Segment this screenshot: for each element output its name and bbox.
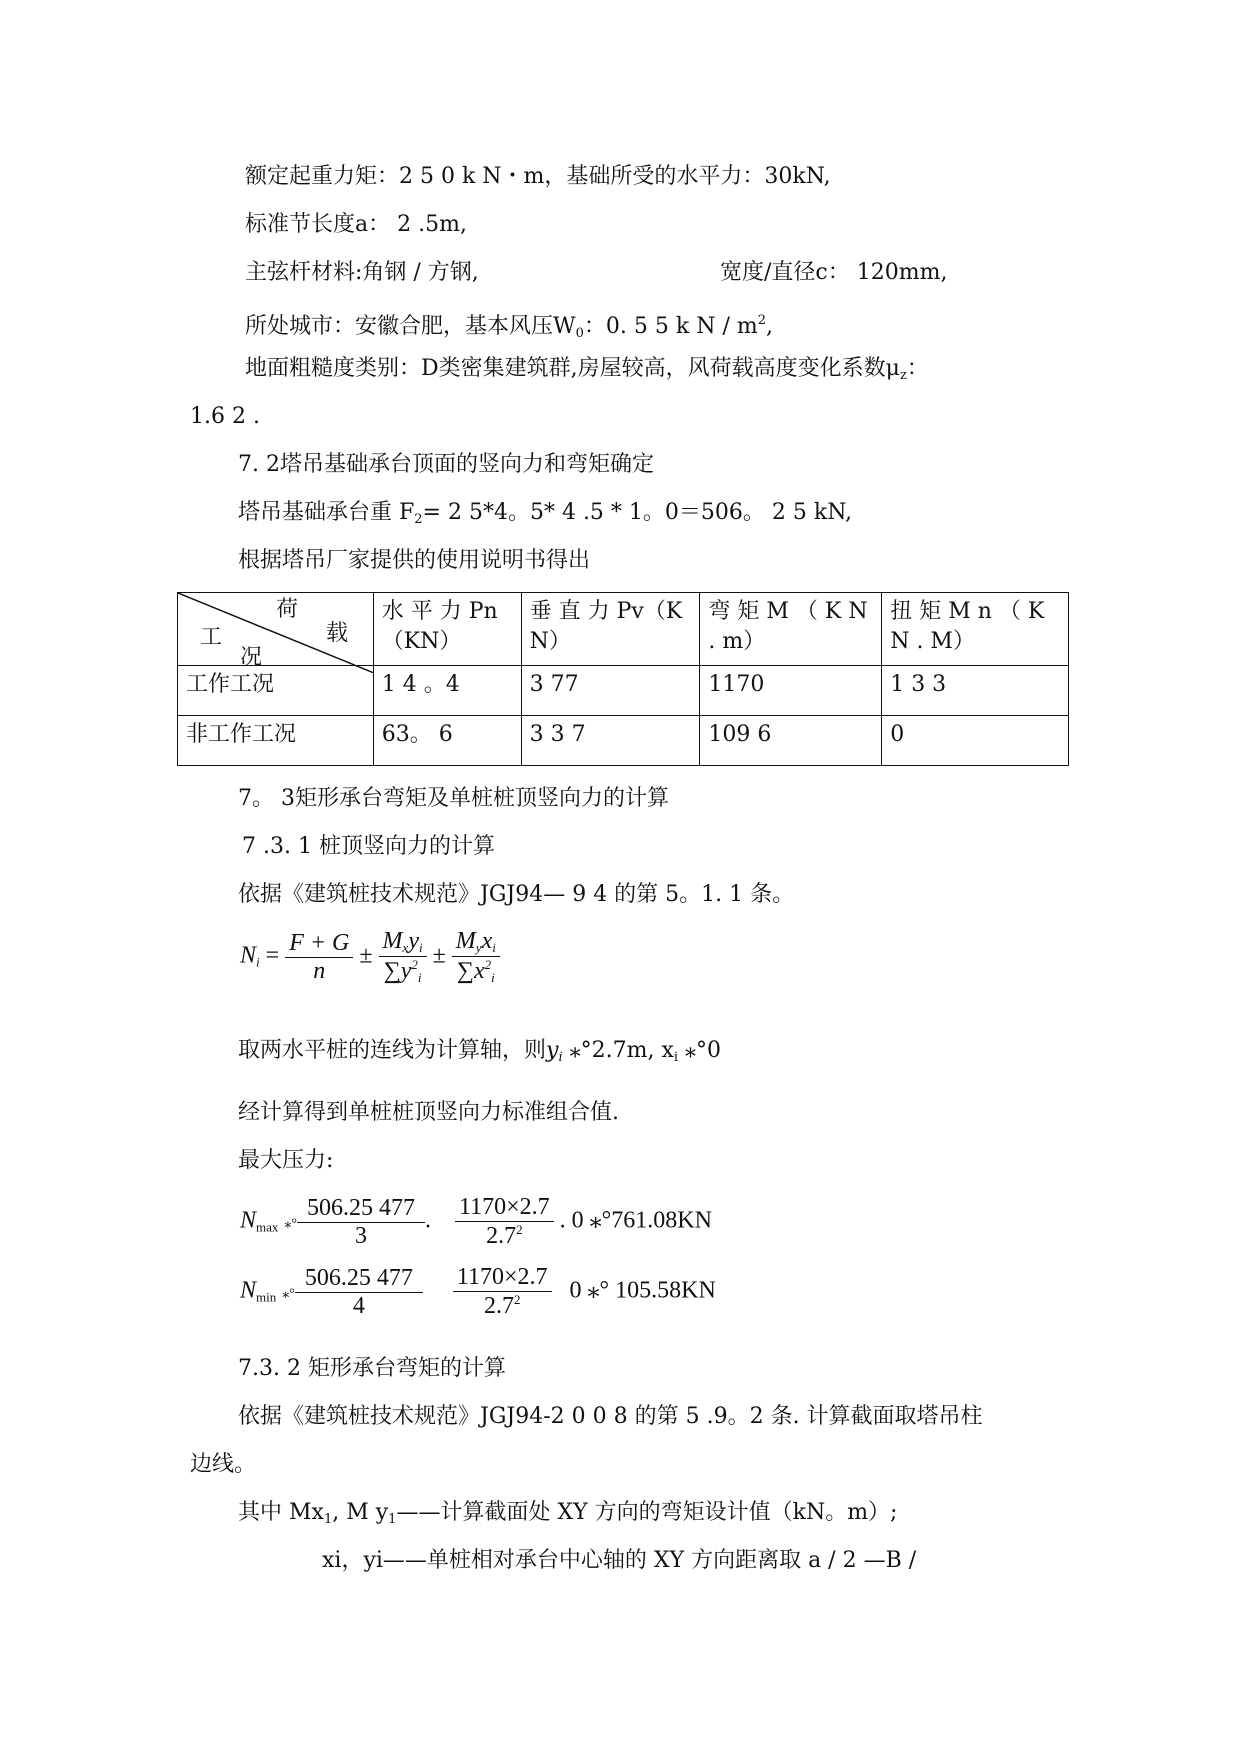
param-wind-pressure: 所处城市：安徽合肥，基本风压$W_0$：0. 5 5 k N / $m^2$, <box>245 313 773 341</box>
param-chord-material: 主弦杆材料:角钢 / 方钢, <box>245 260 479 285</box>
param-rated-moment: 额定起重力矩：2 5 0 k N・m，基础所受的水平力：30kN, <box>245 164 831 189</box>
table-header-cell: 扭 矩 M n （ K N . M） <box>882 593 1069 666</box>
section-72-heading: 7. 2塔吊基础承台顶面的竖向力和弯矩确定 <box>238 452 654 477</box>
corner-bottom-label: 况 <box>240 645 263 670</box>
basis-continuation: 边线。 <box>190 1452 257 1477</box>
pile-force-formula: $N_i$ = $\frac{F + G}{n}$ ± $\frac{M_xy_i}{\sum y^2_i}$ ± $\frac{M_yx_i}{\sum x^2_i}$ <box>240 928 500 986</box>
corner-top-label: 荷 <box>276 597 299 622</box>
table-cell: 1170 <box>700 666 882 716</box>
table-row <box>178 716 1069 766</box>
result-note: 经计算得到单桩桩顶竖向力标准组合值. <box>238 1100 619 1125</box>
param-section-length: 标准节长度a： 2 .5m, <box>245 212 467 237</box>
param-roughness: 地面粗糙度类别：D类密集建筑群,房屋较高，风荷载高度变化系数$\mu_z$： <box>245 356 929 383</box>
table-header-cell: 水 平 力 Pn（KN） <box>373 593 521 666</box>
table-cell: 1 4 。4 <box>373 666 521 716</box>
section-732-heading: 7.3. 2 矩形承台弯矩的计算 <box>238 1356 506 1381</box>
nmin-formula: $N_{min}$ ⁎° $\frac{506.25 477}{4}$ $\frac{1170\times 2.7}{2.7^2}$ 0 ⁎° 105.58KN <box>240 1264 716 1319</box>
table-header-cell: 弯 矩 M （ K N . m） <box>700 593 882 666</box>
table-cell: 109 6 <box>700 716 882 766</box>
table-row <box>178 666 1069 716</box>
section-73-heading: 7。 3矩形承台弯矩及单桩桩顶竖向力的计算 <box>238 786 669 811</box>
table-corner-cell <box>178 593 374 670</box>
table-cell: 0 <box>882 716 1069 766</box>
corner-right-label: 载 <box>326 621 349 646</box>
max-pressure-label: 最大压力: <box>238 1148 334 1173</box>
section-731-heading: 7 .3. 1 桩顶竖向力的计算 <box>242 834 495 859</box>
param-chord-width: 宽度/直径c： 120mm, <box>720 260 948 285</box>
table-header-cell: 垂 直 力 Pv（K N） <box>521 593 700 666</box>
manual-note: 根据塔吊厂家提供的使用说明书得出 <box>238 548 591 573</box>
cap-weight: 塔吊基础承台重 $F_2= 2$ 5*4。5* 4 .5 * 1。0＝506。 2 5 kN, <box>238 500 853 527</box>
param-coefficient-value: 1.6 2 . <box>190 404 260 429</box>
axis-definition: 取两水平桩的连线为计算轴，则$y_i$ ⁎°2.7m, $x_i$ ⁎°0 <box>238 1038 722 1065</box>
basis-jgj94-2008: 依据《建筑桩技术规范》JGJ94-2 0 0 8 的第 5 .9。2 条. 计算截面取塔吊柱 <box>238 1404 983 1429</box>
corner-left-label: 工 <box>200 625 223 650</box>
definition-mx-my: 其中 $Mx_1$, M $y_1——$计算截面处 XY 方向的弯矩设计值（kN。m）; <box>238 1500 898 1527</box>
nmax-formula: $N_{max}$ ⁎° $\frac{506.25 477}{3}$ . $\frac{1170\times 2.7}{2.7^2}$ . 0 ⁎°761.08KN <box>240 1194 712 1249</box>
table-cell: 1 3 3 <box>882 666 1069 716</box>
row-label: 工作工况 <box>178 666 374 716</box>
table-header-row <box>178 593 1069 666</box>
load-table <box>177 592 1069 766</box>
row-label: 非工作工况 <box>178 716 374 766</box>
table-cell: 63。 6 <box>373 716 521 766</box>
table-cell: 3 77 <box>521 666 700 716</box>
basis-jgj94: 依据《建筑桩技术规范》JGJ94— 9 4 的第 5。1. 1 条。 <box>238 882 795 907</box>
table-cell: 3 3 7 <box>521 716 700 766</box>
definition-xi-yi: xi，yi——单桩相对承台中心轴的 XY 方向距离取 a / 2 —B / <box>322 1548 917 1573</box>
